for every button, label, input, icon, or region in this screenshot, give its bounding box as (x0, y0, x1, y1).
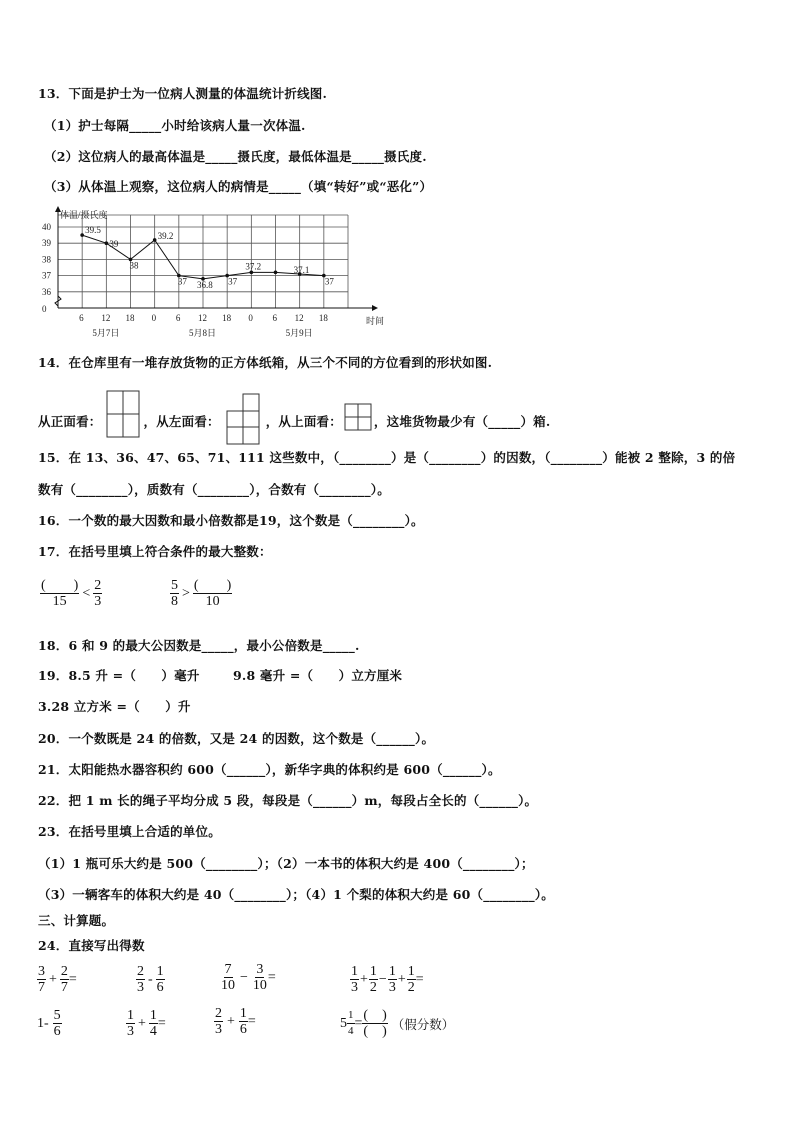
day-label: 5月9日 (285, 328, 313, 338)
x-tick-label: 0 (248, 313, 253, 323)
q17-a-right-denominator: 3 (94, 594, 102, 609)
e4-d2: 2 (369, 980, 377, 995)
e8-whole: 5 (340, 1015, 347, 1031)
q24-expr8 (340, 1008, 454, 1039)
q19-line1a: 19．8.5 升 =（ ）毫升 (38, 668, 200, 683)
q24-expr6 (126, 1008, 166, 1039)
data-label: 37.1 (293, 264, 310, 275)
e3-n2: 3 (256, 962, 264, 977)
y-tick-label: 37 (42, 270, 51, 281)
e1-n2: 2 (60, 964, 68, 979)
data-label: 38 (129, 260, 139, 271)
y-tick-label: 38 (42, 254, 51, 265)
x-tick-label: 6 (175, 313, 181, 323)
q19-line1b: 9.8 毫升 =（ ）立方厘米 (233, 668, 403, 683)
q20-text: 20．一个数既是 24 的倍数，又是 24 的因数，这个数是（______）。 (38, 731, 435, 746)
e7-n2: 1 (239, 1006, 247, 1021)
q15-line1: 15．在 13、36、47、65、71、111 这些数中，（________）是（________）的因数，（________）能被 2 整除，3 的倍 (38, 450, 736, 465)
data-label: 39.2 (157, 230, 174, 241)
q13-title: 13．下面是护士为一位病人测量的体温统计折线图. (38, 86, 328, 101)
e2-n2: 1 (156, 964, 164, 979)
q23-title: 23．在括号里填上合适的单位。 (38, 824, 221, 839)
y-tick-label: 0 (42, 304, 47, 314)
chart-data-labels (85, 225, 334, 290)
e7-d2: 6 (239, 1022, 247, 1037)
data-point (153, 238, 157, 242)
e1-op: + (49, 971, 57, 987)
e4-n4: 1 (407, 964, 415, 979)
e5-pre: 1- (37, 1015, 49, 1031)
left-view-figure (226, 397, 260, 445)
e7-op: + (227, 1013, 235, 1029)
temperature-line-chart (36, 205, 396, 340)
day-label: 5月8日 (189, 328, 217, 338)
e1-d1: 7 (38, 980, 45, 995)
q17-b-denominator: 8 (171, 594, 178, 609)
e6-n1: 1 (127, 1008, 134, 1023)
q17-a-numerator: ( ) (41, 578, 79, 593)
chart-grid (58, 215, 348, 308)
e8-d: 4 (348, 1025, 354, 1037)
q17-b-right-denominator: 10 (205, 594, 220, 609)
q17-a (40, 578, 102, 609)
e6-n2: 1 (149, 1008, 157, 1023)
q22-text: 22．把 1 m 长的绳子平均分成 5 段，每段是（______）m，每段占全长的（______）。 (38, 793, 538, 808)
q16-text: 16．一个数的最大因数和最小倍数都是19，这个数是（________）。 (38, 513, 424, 528)
e1-n1: 3 (38, 964, 45, 979)
q17-b-right-numerator: ( ) (193, 578, 232, 593)
y-tick-label: 40 (42, 222, 51, 232)
e2-n1: 2 (137, 964, 144, 979)
q21-text: 21．太阳能热水器容积约 600（______），新华字典的体积约是 600（______）。 (38, 762, 501, 777)
y-tick-label: 39 (42, 238, 51, 249)
q17-a-denominator: 15 (52, 594, 67, 609)
q17-title: 17．在括号里填上符合条件的最大整数： (38, 544, 272, 559)
q24-expr4 (350, 964, 424, 995)
e2-d1: 3 (137, 980, 144, 995)
data-point (105, 241, 109, 245)
q17-b (170, 578, 232, 609)
top-view-figure (344, 411, 372, 431)
chart-day-labels (92, 328, 312, 338)
day-label: 5月7日 (92, 328, 120, 338)
q18-text: 18．6 和 9 的最大公因数是_____，最小公倍数是_____. (38, 638, 360, 653)
e4-n1: 1 (351, 964, 358, 979)
q19-line2: 3.28 立方米 =（ ）升 (38, 699, 191, 714)
q14-title: 14．在仓库里有一堆存放货物的正方体纸箱，从三个不同的方位看到的形状如图. (38, 355, 493, 370)
e8-eq: = (354, 1015, 363, 1031)
e5-d: 6 (53, 1024, 61, 1039)
q14-ask: ，这堆货物最少有（_____）箱. (373, 414, 551, 429)
data-label: 39 (109, 239, 119, 250)
q24-expr7 (214, 1006, 256, 1037)
y-tick-label: 36 (42, 286, 51, 297)
chart-y-ticks (42, 222, 52, 314)
data-label: 37 (177, 276, 187, 287)
data-label: 36.8 (197, 279, 213, 290)
e4-d1: 3 (351, 980, 358, 995)
e4-op2: − (378, 971, 387, 987)
x-axis-arrow (372, 305, 378, 311)
chart-axis (55, 206, 378, 311)
q14-left-label: ，从左面看： (143, 414, 220, 429)
q23-line2: （3）一辆客车的体积大约是 40（________）；（4）1 个梨的体积大约是 60（________）。 (38, 887, 554, 902)
e3-d1: 10 (221, 978, 235, 993)
q24-expr3 (220, 962, 276, 993)
e4-d4: 2 (407, 980, 415, 995)
e8-result-denominator: ( ) (363, 1024, 387, 1039)
e1-eq: = (68, 971, 77, 987)
q24-expr2 (136, 964, 165, 995)
x-tick-label: 12 (294, 313, 304, 323)
q24-expr5 (37, 1008, 62, 1039)
q15-line2: 数有（________），质数有（________），合数有（________）。 (38, 482, 390, 497)
data-label: 37.2 (245, 261, 262, 272)
q17-b-operator: > (182, 585, 190, 601)
q13-part2: （2）这位病人的最高体温是_____摄氏度，最低体温是_____摄氏度. (44, 149, 427, 164)
front-view-figure (106, 404, 140, 438)
e8-n: 1 (347, 1008, 355, 1024)
q17-b-numerator: 5 (171, 578, 178, 593)
e6-d1: 3 (127, 1024, 134, 1039)
e8-result-numerator: ( ) (363, 1008, 387, 1023)
e7-eq: = (247, 1013, 256, 1029)
e4-d3: 3 (388, 980, 396, 995)
x-tick-label: 12 (198, 313, 207, 323)
e7-n1: 2 (215, 1006, 222, 1021)
section3-title: 三、计算题。 (38, 913, 115, 928)
e5-n: 5 (53, 1008, 61, 1023)
x-tick-label: 18 (125, 313, 135, 323)
q14-top-label: ，从上面看： (265, 414, 342, 429)
e2-op: - (148, 971, 153, 987)
e4-op3: + (397, 971, 406, 987)
q13-part1: （1）护士每隔_____小时给该病人量一次体温. (44, 118, 306, 133)
e4-n3: 1 (388, 964, 396, 979)
e1-d2: 7 (60, 980, 68, 995)
q17-a-right-numerator: 2 (94, 578, 102, 593)
e4-op1: + (360, 971, 368, 987)
data-label: 37 (228, 276, 238, 287)
x-tick-label: 18 (318, 313, 328, 323)
q24-title: 24．直接写出得数 (38, 938, 145, 953)
e3-eq: = (267, 969, 276, 985)
x-tick-label: 6 (79, 313, 84, 323)
chart-x-axis-label: 时间 (366, 316, 385, 326)
e3-n1: 7 (224, 962, 232, 977)
e6-d2: 4 (149, 1024, 157, 1039)
e2-d2: 6 (156, 980, 164, 995)
q23-line1: （1）1 瓶可乐大约是 500（________）；（2）一本书的体积大约是 400（________）； (38, 856, 534, 871)
q13-part3: （3）从体温上观察，这位病人的病情是_____（填“转好”或“恶化”） (44, 179, 433, 194)
e7-d1: 3 (215, 1022, 222, 1037)
chart-x-ticks (79, 313, 328, 323)
x-tick-label: 12 (101, 313, 111, 323)
q24-expr1 (37, 964, 77, 995)
e8-note: （假分数） (391, 1016, 455, 1032)
q17-a-operator: < (82, 585, 91, 601)
data-label: 37 (324, 276, 334, 287)
e3-d2: 10 (252, 978, 267, 993)
e4-n2: 1 (369, 964, 377, 979)
chart-y-axis-label: 体温/摄氏度 (60, 210, 108, 220)
data-label: 39.5 (85, 225, 101, 236)
data-point (274, 271, 278, 275)
x-tick-label: 0 (151, 313, 157, 323)
x-tick-label: 6 (272, 313, 277, 323)
q14-views (38, 397, 550, 445)
e6-op: + (138, 1015, 146, 1031)
e6-eq: = (157, 1015, 166, 1031)
e4-eq: = (415, 971, 424, 987)
data-point (80, 233, 84, 237)
e3-op: − (240, 969, 248, 985)
q14-front-label: 从正面看： (38, 414, 102, 429)
x-tick-label: 18 (222, 313, 232, 323)
